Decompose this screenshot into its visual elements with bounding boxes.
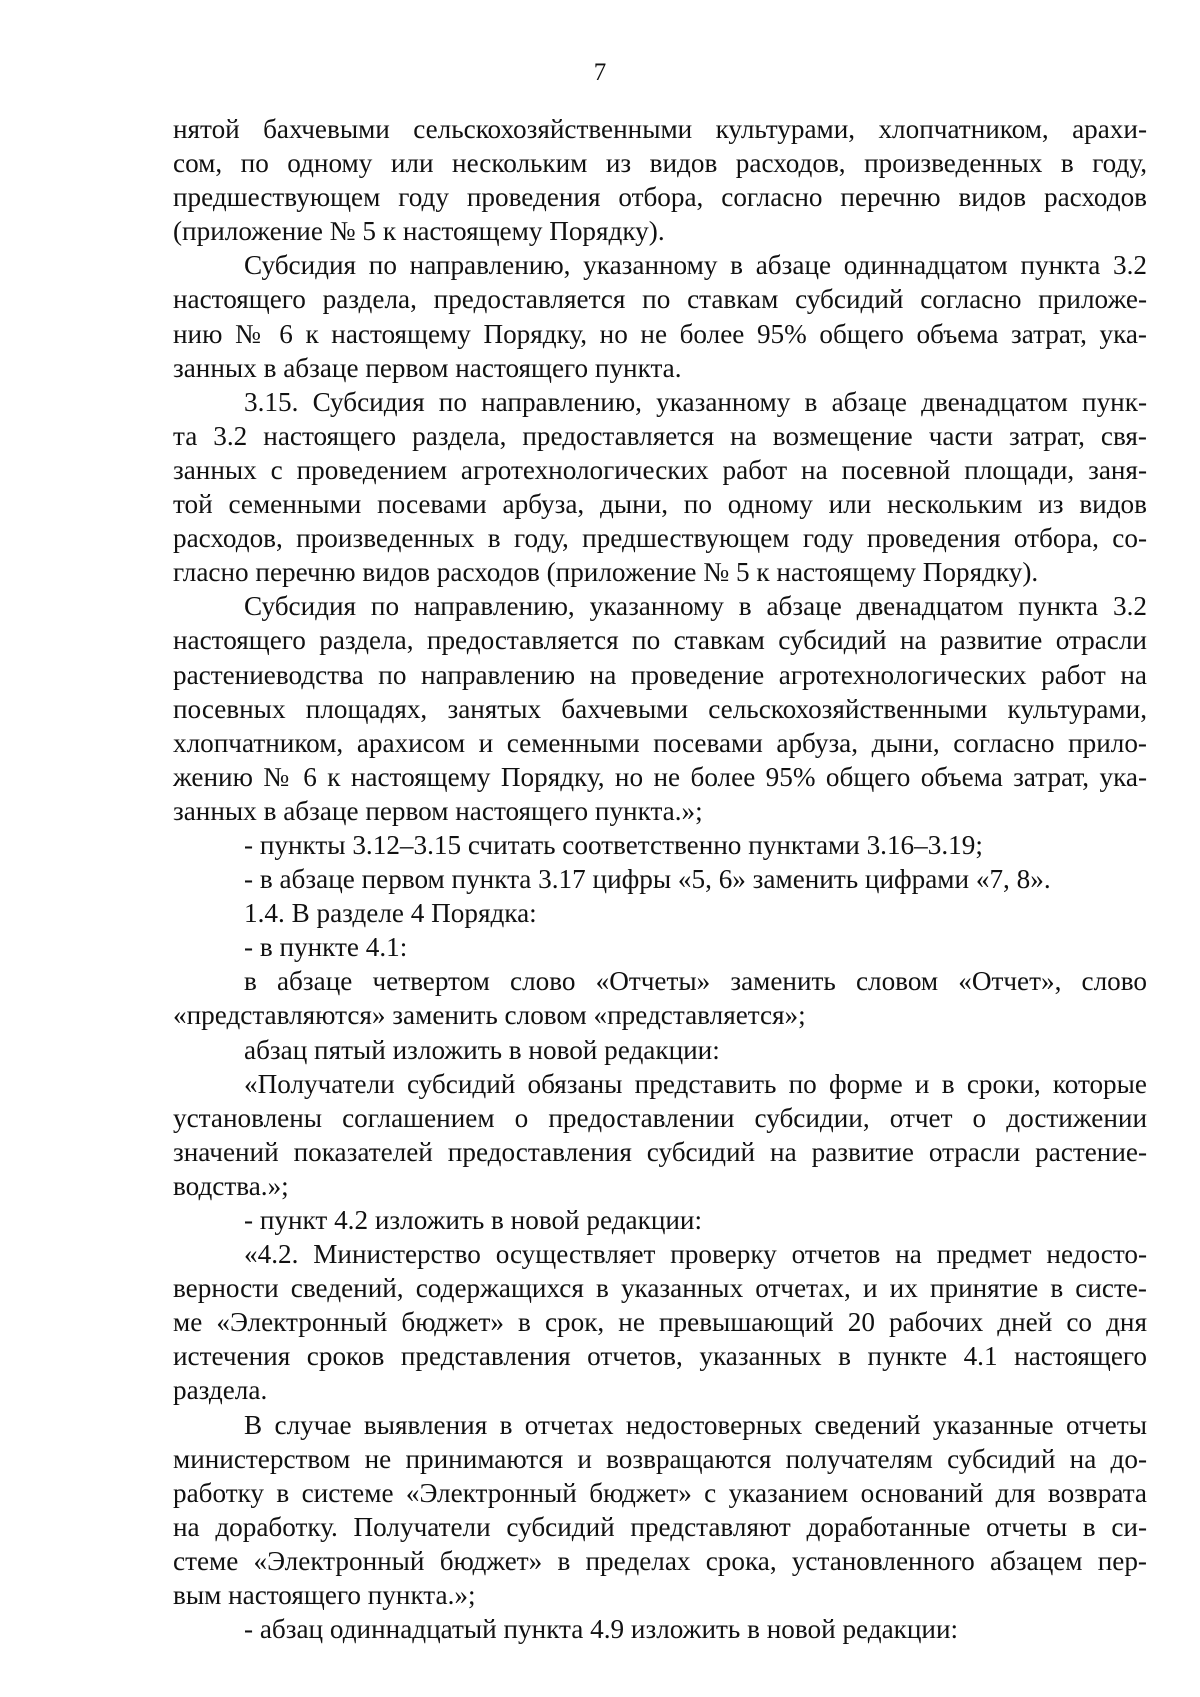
text-line: «представляются» заменить словом «представляется»; (173, 1000, 806, 1031)
text-line: абзац пятый изложить в новой редакции: (244, 1034, 720, 1065)
text-line: предшествующем году проведения отбора, согласно перечню видов расходов (173, 182, 1147, 213)
text-line: работку в системе «Электронный бюджет» с указанием оснований для возврата (173, 1477, 1147, 1508)
text-line: вым настоящего пункта.»; (173, 1580, 476, 1611)
text-line: та 3.2 настоящего раздела, предоставляется на возмещение части затрат, свя- (173, 420, 1147, 451)
text-line: в абзаце четвертом слово «Отчеты» заменить словом «Отчет», слово (244, 966, 1147, 997)
text-line: хлопчатником, арахисом и семенными посевами арбуза, дыни, согласно прило- (173, 727, 1147, 758)
text-line: той семенными посевами арбуза, дыни, по одному или нескольким из видов (173, 489, 1147, 520)
text-line: водства.»; (173, 1170, 289, 1201)
text-line: «Получатели субсидий обязаны представить по форме и в сроки, которые (244, 1068, 1147, 1099)
text-line: истечения сроков представления отчетов, указанных в пункте 4.1 настоящего (173, 1341, 1147, 1372)
text-line: сом, по одному или нескольким из видов расходов, произведенных в году, (173, 148, 1147, 179)
text-line: занных в абзаце первом настоящего пункта. (173, 352, 682, 383)
page-number: 7 (593, 59, 607, 86)
text-line: - абзац одиннадцатый пункта 4.9 изложить в новой редакции: (244, 1614, 959, 1645)
text-line: нятой бахчевыми сельскохозяйственными культурами, хлопчатником, арахи- (173, 114, 1147, 144)
text-line: министерством не принимаются и возвращаются получателям субсидий на до- (173, 1443, 1147, 1474)
text-line: растениеводства по направлению на проведение агротехнологических работ на (173, 659, 1147, 690)
text-line: настоящего раздела, предоставляется по ставкам субсидий согласно приложе- (173, 284, 1147, 315)
text-line: - в абзаце первом пункта 3.17 цифры «5, 6» заменить цифрами «7, 8». (244, 864, 1051, 895)
text-line: «4.2. Министерство осуществляет проверку отчетов на предмет недосто- (244, 1239, 1147, 1270)
text-line: значений показателей предоставления субсидий на развитие отрасли растение- (173, 1136, 1147, 1167)
text-line: - пункт 4.2 изложить в новой редакции: (244, 1205, 703, 1235)
text-line: установлены соглашением о предоставлении субсидии, отчет о достижении (173, 1102, 1147, 1133)
text-line: Субсидия по направлению, указанному в абзаце двенадцатом пункта 3.2 (244, 591, 1147, 622)
text-line: ме «Электронный бюджет» в срок, не превышающий 20 рабочих дней со дня (173, 1307, 1147, 1338)
document-body (173, 112, 1147, 1646)
text-line: нию № 6 к настоящему Порядку, но не более 95% общего объема затрат, ука- (173, 318, 1147, 349)
text-line: Субсидия по направлению, указанному в абзаце одиннадцатом пункта 3.2 (244, 250, 1147, 281)
text-line: 1.4. В разделе 4 Порядка: (244, 898, 537, 929)
text-line: жению № 6 к настоящему Порядку, но не более 95% общего объема затрат, ука- (173, 761, 1147, 792)
text-line: стеме «Электронный бюджет» в пределах срока, установленного абзацем пер- (173, 1545, 1147, 1576)
text-line: раздела. (173, 1375, 268, 1406)
text-line: расходов, произведенных в году, предшествующем году проведения отбора, со- (173, 523, 1147, 554)
text-line: посевных площадях, занятых бахчевыми сельскохозяйственными культурами, (173, 693, 1147, 724)
text-line: (приложение № 5 к настоящему Порядку). (173, 216, 665, 247)
text-line: занных в абзаце первом настоящего пункта.»; (173, 795, 703, 826)
text-line: 3.15. Субсидия по направлению, указанному в абзаце двенадцатом пунк- (244, 386, 1147, 417)
text-line: - пункты 3.12–3.15 считать соответственно пунктами 3.16–3.19; (244, 829, 983, 860)
text-line: верности сведений, содержащихся в указанных отчетах, и их принятие в систе- (173, 1273, 1147, 1304)
text-line: гласно перечню видов расходов (приложение № 5 к настоящему Порядку). (173, 557, 1039, 588)
text-line: В случае выявления в отчетах недостоверных сведений указанные отчеты (244, 1409, 1147, 1440)
text-line: - в пункте 4.1: (244, 932, 408, 963)
text-line: занных с проведением агротехнологических работ на посевной площади, заня- (173, 454, 1147, 485)
text-line: на доработку. Получатели субсидий представляют доработанные отчеты в си- (173, 1511, 1147, 1542)
text-line: настоящего раздела, предоставляется по ставкам субсидий на развитие отрасли (173, 625, 1147, 656)
